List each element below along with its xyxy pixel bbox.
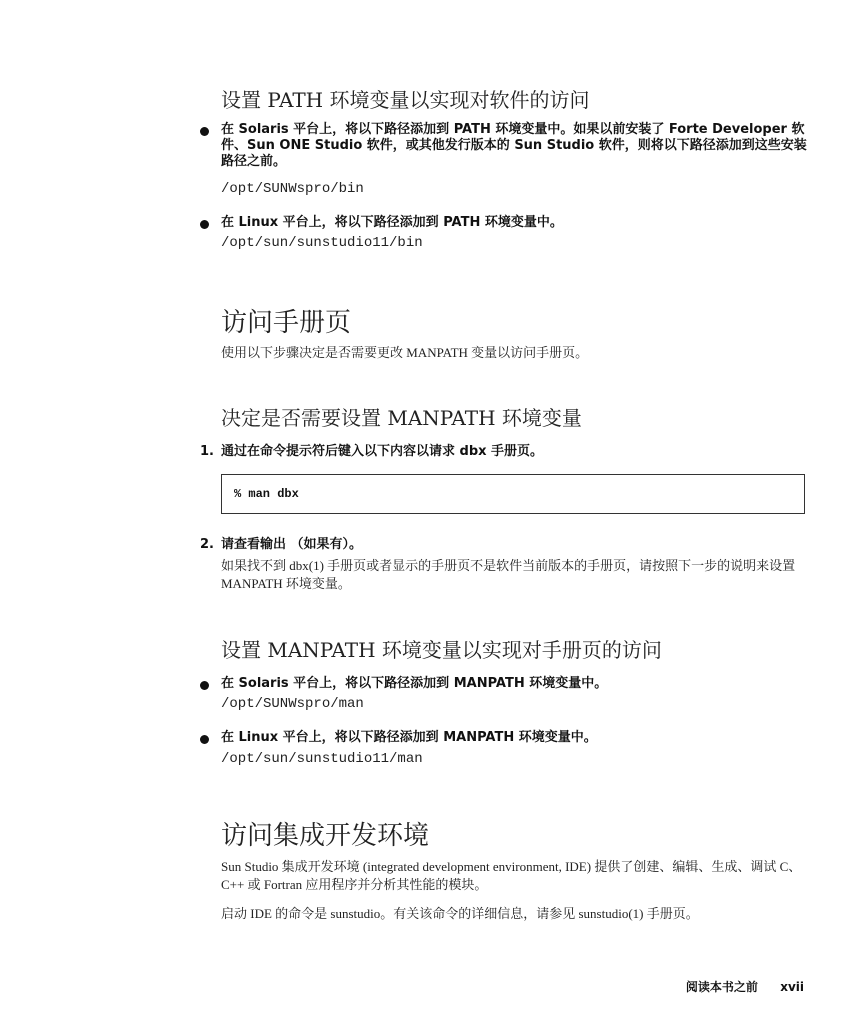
step-number: 2. [200, 537, 214, 552]
step1-text: 通过在命令提示符后键入以下内容以请求 dbx 手册页。 [221, 444, 544, 459]
ide-start-command: 启动 IDE 的命令是 sunstudio。有关该命令的详细信息，请参见 sunstudio(1) 手册页。 [221, 906, 699, 921]
manpages-intro: 使用以下步骤决定是否需要更改 MANPATH 变量以访问手册页。 [221, 345, 589, 360]
page-number: xvii [780, 980, 804, 994]
page-footer [686, 978, 804, 995]
solaris-man-path: /opt/SUNWspro/man [221, 696, 364, 712]
solaris-bin-path: /opt/SUNWspro/bin [221, 181, 364, 197]
code-example-box [221, 474, 805, 514]
linux-man-path: /opt/sun/sunstudio11/man [221, 751, 423, 767]
heading-access-manpages: 访问手册页 [221, 308, 352, 338]
heading-set-path: 设置 PATH 环境变量以实现对软件的访问 [221, 88, 590, 112]
heading-set-manpath: 设置 MANPATH 环境变量以实现对手册页的访问 [221, 638, 662, 662]
ide-description: Sun Studio 集成开发环境 (integrated development environment, IDE) 提供了创建、编辑、生成、调试 C、C++ 或 Fortran 应用程序并分析其性能的模块。 [221, 859, 802, 892]
bullet-solaris-path-text: 在 Solaris 平台上，将以下路径添加到 PATH 环境变量中。如果以前安装了 Forte Developer 软件、Sun ONE Studio 软件，或其他发行版本的 Sun Studio 软件，则将以下路径添加到这些安装路径之前。 [221, 122, 807, 169]
bullet-linux-path-text: 在 Linux 平台上，将以下路径添加到 PATH 环境变量中。 [221, 215, 563, 230]
bullet-linux-manpath-text: 在 Linux 平台上，将以下路径添加到 MANPATH 环境变量中。 [221, 730, 597, 745]
code-man-dbx: % man dbx [234, 487, 299, 501]
bullet-icon [200, 681, 209, 690]
bullet-icon [200, 735, 209, 744]
heading-access-ide: 访问集成开发环境 [221, 821, 430, 851]
step-number: 1. [200, 444, 214, 459]
heading-decide-manpath: 决定是否需要设置 MANPATH 环境变量 [221, 406, 582, 430]
step2-body: 如果找不到 dbx(1) 手册页或者显示的手册页不是软件当前版本的手册页，请按照下一步的说明来设置 MANPATH 环境变量。 [221, 558, 796, 591]
linux-bin-path: /opt/sun/sunstudio11/bin [221, 235, 423, 251]
bullet-icon [200, 127, 209, 136]
footer-chapter-title: 阅读本书之前 [685, 980, 758, 994]
bullet-icon [200, 220, 209, 229]
bullet-solaris-manpath-text: 在 Solaris 平台上，将以下路径添加到 MANPATH 环境变量中。 [221, 676, 608, 691]
step2-text: 请查看输出 （如果有）。 [221, 537, 363, 552]
